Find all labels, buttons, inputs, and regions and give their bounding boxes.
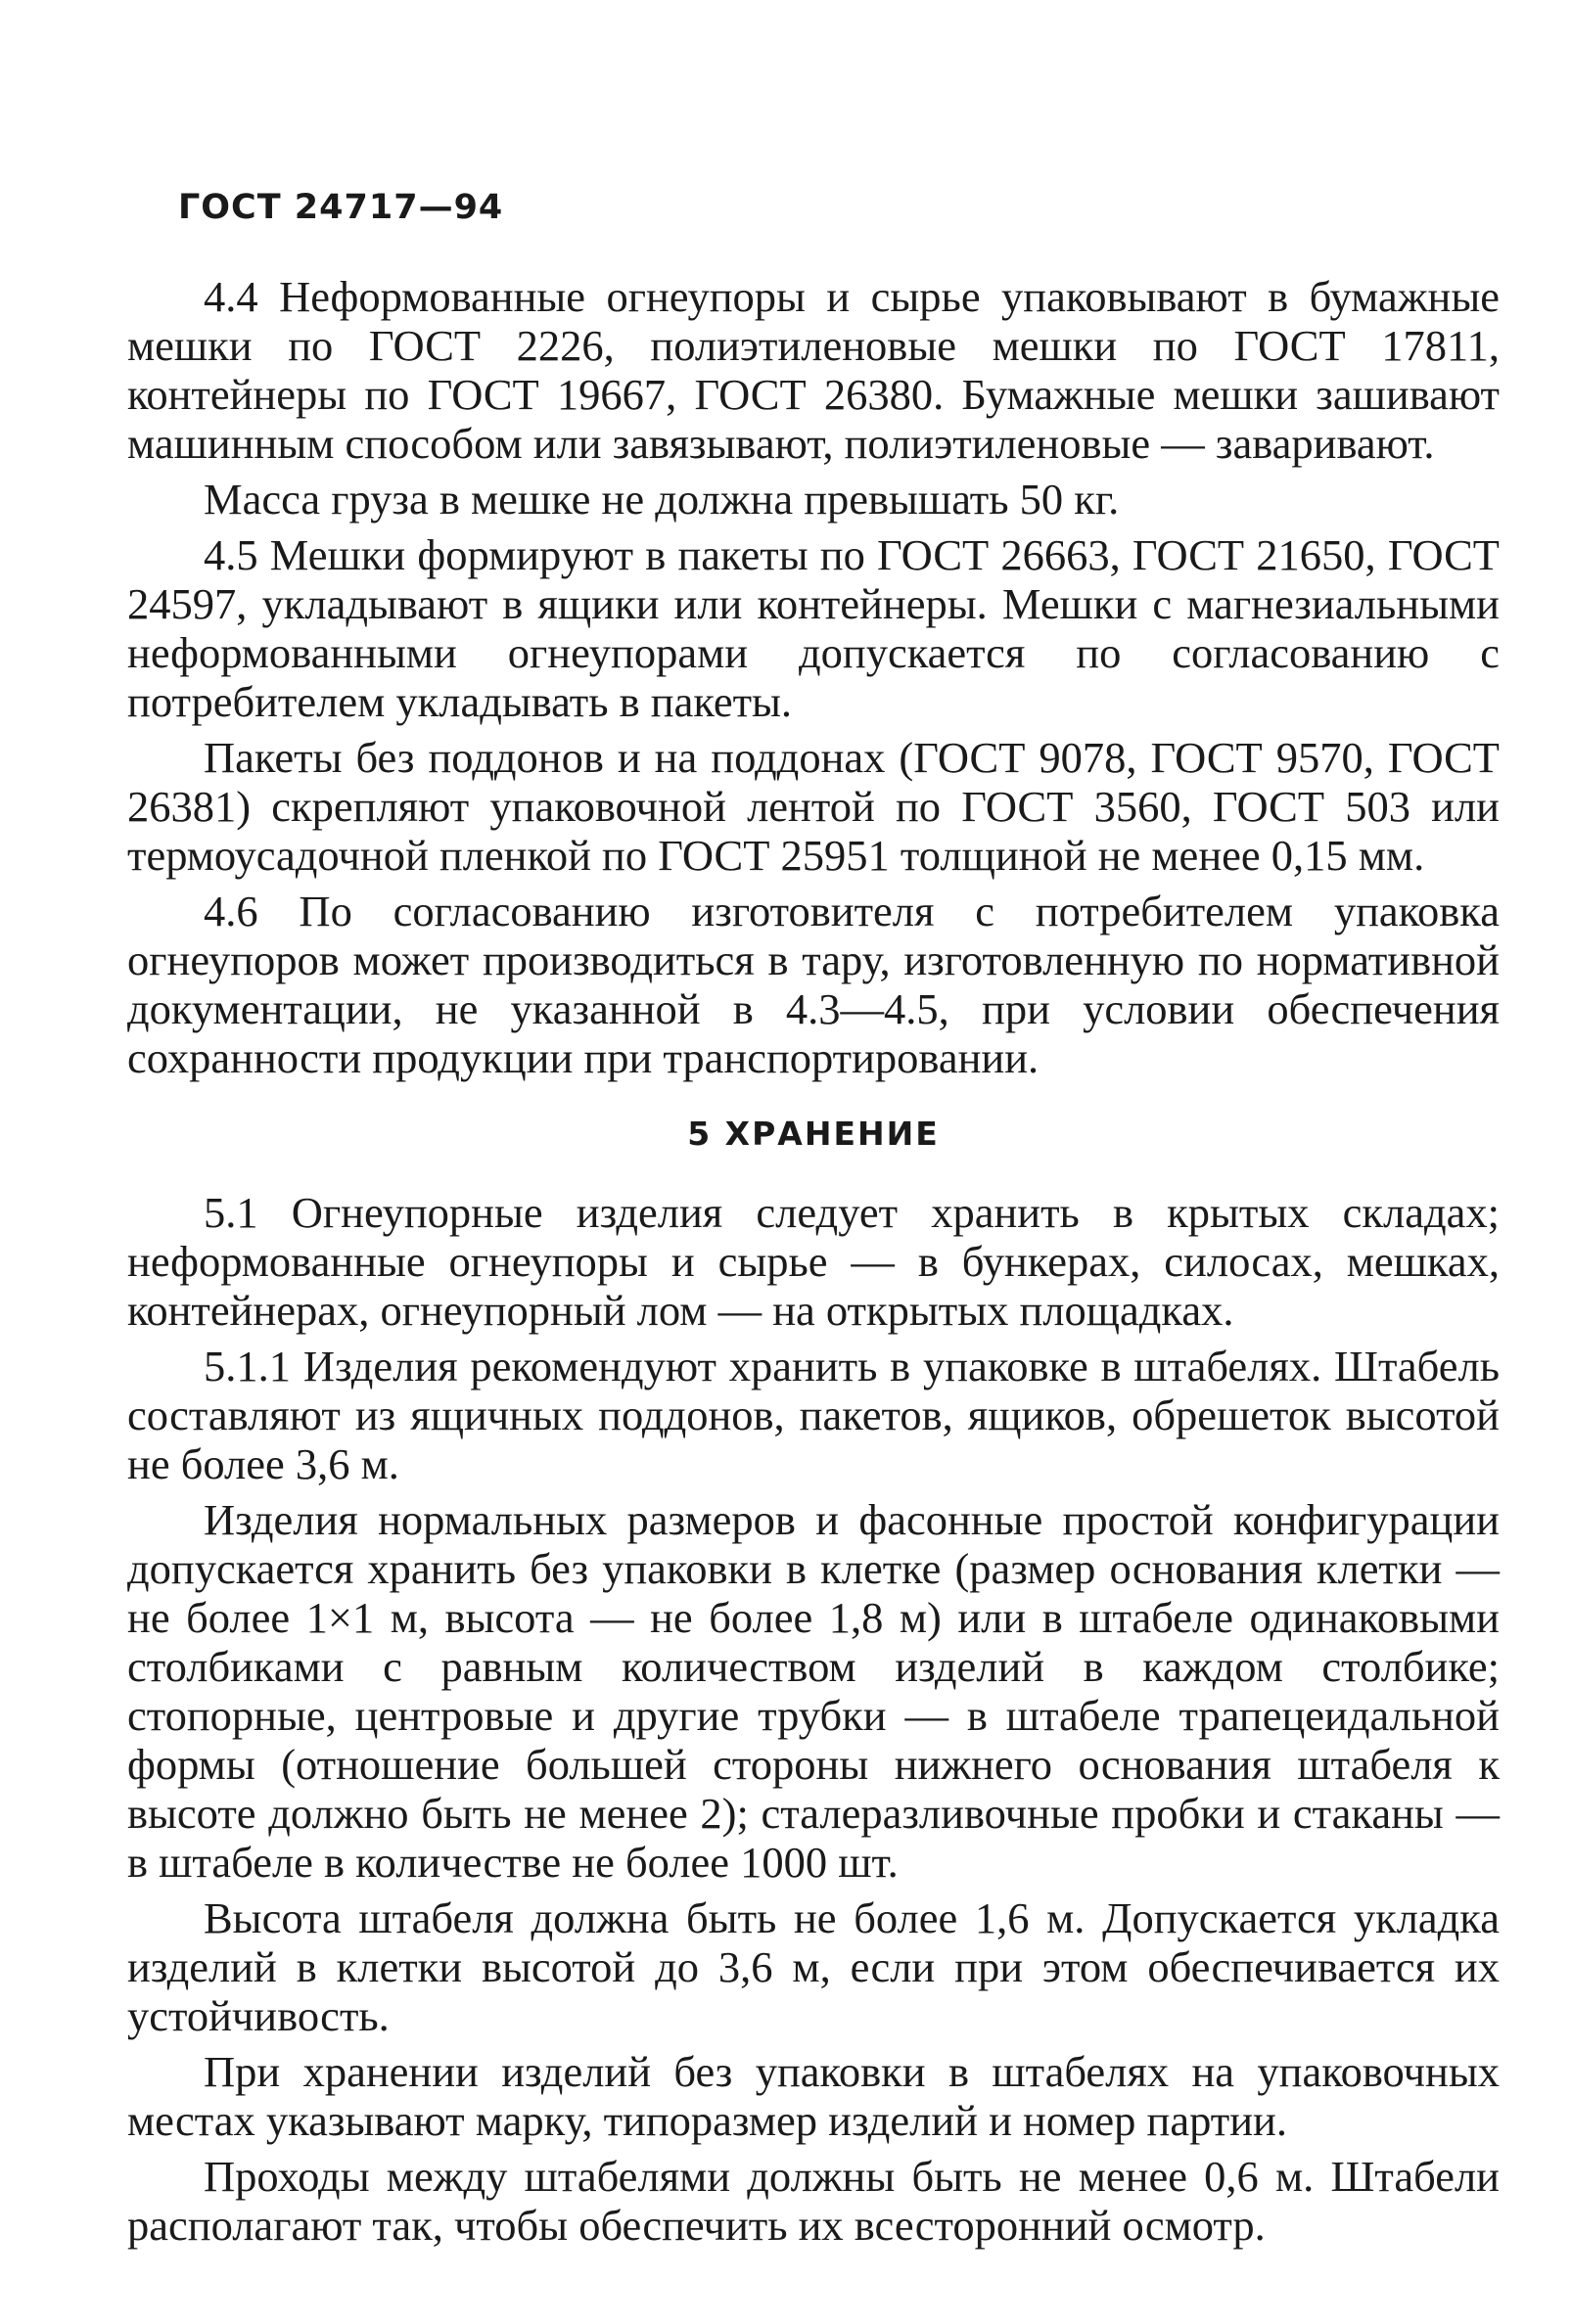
document-body [127, 272, 1500, 2256]
paragraph-stack-height: Высота штабеля должна быть не более 1,6 м. Допускается укладка изделий в клетки высотой до 3,6 м, если при этом обеспечивается их устойчивость. [127, 1893, 1500, 2040]
paragraph-4-4: 4.4 Неформованные огнеупоры и сырье упаковывают в бумажные мешки по ГОСТ 2226, полиэтиленовые мешки по ГОСТ 17811, контейнеры по ГОСТ 19667, ГОСТ 26380. Бумажные мешки зашивают машинным способом или завязывают, полиэтиленовые — заваривают. [127, 272, 1500, 468]
paragraph-5-1-1: 5.1.1 Изделия рекомендуют хранить в упаковке в штабелях. Штабель составляют из ящичных поддонов, пакетов, ящиков, обрешеток высотой не более 3,6 м. [127, 1342, 1500, 1488]
paragraph-marking: При хранении изделий без упаковки в штабелях на упаковочных местах указывают марку, типоразмер изделий и номер партии. [127, 2047, 1500, 2145]
paragraph-4-4-mass: Масса груза в мешке не должна превышать 50 кг. [204, 475, 1120, 524]
paragraph-4-5: 4.5 Мешки формируют в пакеты по ГОСТ 26663, ГОСТ 21650, ГОСТ 24597, укладывают в ящики или контейнеры. Мешки с магнезиальными неформованными огнеупорами допускается по согласованию с потребителем укладывать в пакеты. [127, 530, 1500, 726]
section-5-heading: 5 ХРАНЕНИЕ [687, 1115, 940, 1153]
paragraph-5-1: 5.1 Огнеупорные изделия следует хранить в крытых складах; неформованные огнеупоры и сырье — в бункерах, силосах, мешках, контейнерах, огнеупорный лом — на открытых площадках. [127, 1188, 1500, 1335]
paragraph-4-6: 4.6 По согласованию изготовителя с потребителем упаковка огнеупоров может производиться в тару, изготовленную по нормативной документации, не указанной в 4.3—4.5, при условии обеспечения сохранности продукции при транспортировании. [127, 887, 1500, 1082]
paragraph-normal-sizes: Изделия нормальных размеров и фасонные простой конфигурации допускается хранить без упаковки в клетке (размер основания клетки — не более 1×1 м, высота — не более 1,8 м) или в штабеле одинаковыми столбиками с равным количеством изделий в каждом столбике; стопорные, центровые и другие трубки — в штабеле трапецеидальной формы (отношение большей стороны нижнего основания штабеля к высоте должно быть не менее 2); сталеразливочные пробки и стаканы — в штабеле в количестве не более 1000 шт. [127, 1495, 1500, 1887]
paragraph-4-5-packets: Пакеты без поддонов и на поддонах (ГОСТ 9078, ГОСТ 9570, ГОСТ 26381) скрепляют упаковочной лентой по ГОСТ 3560, ГОСТ 503 или термоусадочной пленкой по ГОСТ 25951 толщиной не менее 0,15 мм. [127, 733, 1500, 880]
paragraph-passages: Проходы между штабелями должны быть не менее 0,6 м. Штабели располагают так, чтобы обеспечить их всесторонний осмотр. [127, 2152, 1500, 2250]
document-header: ГОСТ 24717—94 [178, 188, 504, 227]
